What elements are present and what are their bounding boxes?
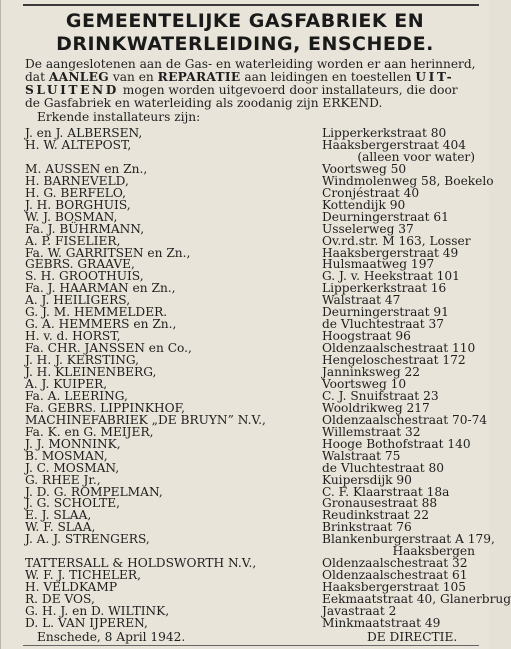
installer-address: Usselerweg 37	[322, 221, 414, 236]
installer-name: H. BARNEVELD,	[25, 173, 129, 188]
installer-name: A. P. FISELIER,	[25, 233, 121, 248]
installer-name: S. H. GROOTHUIS,	[25, 269, 144, 284]
installer-name: Fa. W. GARRITSEN en Zn.,	[25, 245, 191, 260]
installer-name: J. A. J. STRENGERS,	[25, 532, 150, 547]
installer-name: J. J. MONNINK,	[25, 436, 121, 451]
installer-name: J. G. SCHOLTE,	[25, 496, 121, 511]
installer-address: G. J. v. Heekstraat 101	[322, 269, 460, 284]
bottom-rule	[23, 645, 479, 646]
installer-address: Willemstraat 32	[322, 424, 421, 439]
installer-name: D. L. VAN IJPEREN,	[25, 615, 148, 630]
installer-address: Blankenburgerstraat A 179,	[322, 532, 495, 547]
installer-address: Walstraat 47	[322, 293, 401, 308]
installer-address: Oldenzaalschestraat 110	[322, 341, 476, 356]
installer-name: H. v. d. HORST,	[25, 329, 121, 344]
installer-address: Hoogstraat 96	[322, 329, 411, 344]
installer-name: G. H. J. en D. WILTINK,	[25, 604, 170, 618]
installer-address: Oldenzaalschestraat 61	[322, 568, 468, 583]
installer-name: Fa. J. HAARMAN en Zn.,	[25, 281, 176, 296]
installer-name: Fa. GEBRS. LIPPINKHOF,	[25, 400, 186, 415]
installer-name: Fa. J. BÜHRMANN,	[25, 221, 145, 236]
installer-name: R. DE VOS,	[25, 592, 95, 607]
installer-name: G. J. M. HEMMELDER.	[25, 305, 168, 320]
installer-name: J. D. G. ROMPELMAN,	[25, 484, 163, 499]
installer-name: J. H. J. KERSTING,	[25, 353, 140, 368]
installer-name: E. J. SLAA,	[25, 508, 92, 523]
list-item	[1, 616, 489, 630]
installer-address: Voortsweg 50	[322, 161, 407, 176]
intro-emphasis-uitsluitend-1: UIT-	[415, 70, 455, 84]
installer-address: Hulsmaatweg 197	[322, 257, 435, 272]
installer-address: Voortsweg 10	[322, 376, 407, 391]
installer-name: W. F. SLAA,	[25, 520, 96, 535]
installer-address: Oldenzaalschestraat 32	[322, 556, 468, 571]
installer-name: MACHINEFABRIEK „DE BRUYN” N.V.,	[25, 412, 266, 427]
installer-address: Oldenzaalschestraat 70-74	[322, 412, 488, 427]
installer-address: Ov.rd.str. M 163, Losser	[322, 233, 471, 248]
installer-name: W. J. BOSMAN,	[25, 209, 118, 224]
installer-address: Windmolenweg 58, Boekelo	[322, 173, 494, 188]
installer-address: Kuipersdijk 90	[322, 472, 412, 487]
installer-name: H. VELDKAMP	[25, 580, 118, 595]
installer-address: Deurningerstraat 91	[322, 305, 449, 320]
installer-address: Lipperkerkstraat 80	[322, 126, 447, 140]
installer-address: Cronjéstraat 40	[322, 185, 420, 200]
installer-name: J. H. BORGHUIS,	[25, 197, 131, 212]
installer-address: Hooge Bothofstraat 140	[322, 436, 471, 451]
installer-name: B. MOSMAN,	[25, 448, 108, 463]
top-rule	[23, 4, 479, 6]
installer-address: Eekmaatstraat 40, Glanerbrug	[322, 592, 511, 607]
installer-name: G. RHEE Jr.,	[25, 472, 101, 487]
signature: DE DIRECTIE.	[367, 630, 458, 644]
installer-address: Minkmaatstraat 49	[322, 615, 441, 630]
title-line-1: GEMEENTELIJKE GASFABRIEK EN	[65, 10, 425, 32]
installer-address: de Vluchtestraat 80	[322, 460, 445, 475]
installer-address: Reudinkstraat 22	[322, 508, 429, 523]
installer-name: A. J. KUIPER,	[25, 376, 108, 391]
installer-address: Haaksbergerstraat 49	[322, 245, 459, 260]
installer-name: H. G. BERFELO,	[25, 185, 127, 200]
intro-text: aan leidingen en toestellen	[240, 70, 416, 84]
installer-name: J. C. MOSMAN,	[25, 460, 120, 475]
installer-name: J. H. KLEINENBERG,	[25, 365, 157, 379]
installer-address: (alleen voor water)	[357, 149, 475, 164]
installer-address: Gronausestraat 88	[322, 496, 438, 511]
installer-address: Lipperkerkstraat 16	[322, 281, 447, 296]
installer-name: GEBRS. GRAAVE,	[25, 257, 135, 272]
installer-name: Fa. A. LEERING,	[25, 388, 128, 403]
installer-address: Haaksbergerstraat 404	[322, 137, 467, 152]
installer-name: M. AUSSEN en Zn.,	[25, 161, 148, 176]
installer-name: Fa. K. en G. MEIJER,	[25, 424, 154, 439]
intro-emphasis-reparatie: REPARATIE	[157, 70, 241, 84]
installer-address: Haaksbergerstraat 105	[322, 580, 467, 595]
installer-address: Deurningerstraat 61	[322, 209, 449, 224]
installer-address: Haaksbergen	[392, 544, 475, 559]
intro-text: van en	[108, 70, 158, 84]
installer-address: C. J. Snuifstraat 23	[322, 388, 439, 403]
installer-name: G. A. HEMMERS en Zn.,	[25, 317, 177, 332]
installer-name: H. W. ALTEPOST,	[25, 137, 132, 152]
installer-name: TATTERSALL & HOLDSWORTH N.V.,	[25, 556, 257, 571]
installer-address: Brinkstraat 76	[322, 520, 412, 535]
installer-address: Javastraat 2	[322, 604, 397, 618]
list-heading: Erkende installateurs zijn:	[37, 110, 201, 124]
installer-name: Fa. CHR. JANSSEN en Co.,	[25, 341, 192, 356]
installer-address: Hengeloschestraat 172	[322, 353, 466, 368]
installer-address: Janninksweg 22	[322, 365, 421, 379]
installer-name: W. F. J. TICHELER,	[25, 568, 141, 583]
intro-line-1: De aangeslotenen aan de Gas- en waterleiding worden er aan herinnerd,	[25, 57, 476, 71]
installer-address: Wooldrikweg 217	[322, 400, 430, 415]
intro-emphasis-uitsluitend-2: SLUITEND	[25, 83, 119, 97]
date-line: Enschede, 8 April 1942.	[37, 630, 186, 644]
title-line-2: DRINKWATERLEIDING, ENSCHEDE.	[56, 33, 434, 55]
installer-address: de Vluchtestraat 37	[322, 317, 445, 332]
intro-line-4: de Gasfabriek en waterleiding als zoodanig zijn ERKEND.	[25, 96, 383, 110]
intro-emphasis-aanleg: AANLEG	[48, 70, 109, 84]
installer-address: Walstraat 75	[322, 448, 401, 463]
installer-name: A. J. HEILIGERS,	[25, 293, 131, 308]
intro-text: mogen worden uitgevoerd door installateurs, die door	[118, 83, 458, 97]
intro-text: dat	[25, 70, 49, 84]
installer-address: C. F. Klaarstraat 18a	[322, 484, 450, 499]
installer-name: J. en J. ALBERSEN,	[25, 126, 143, 140]
installer-address: Kottendijk 90	[322, 197, 406, 212]
